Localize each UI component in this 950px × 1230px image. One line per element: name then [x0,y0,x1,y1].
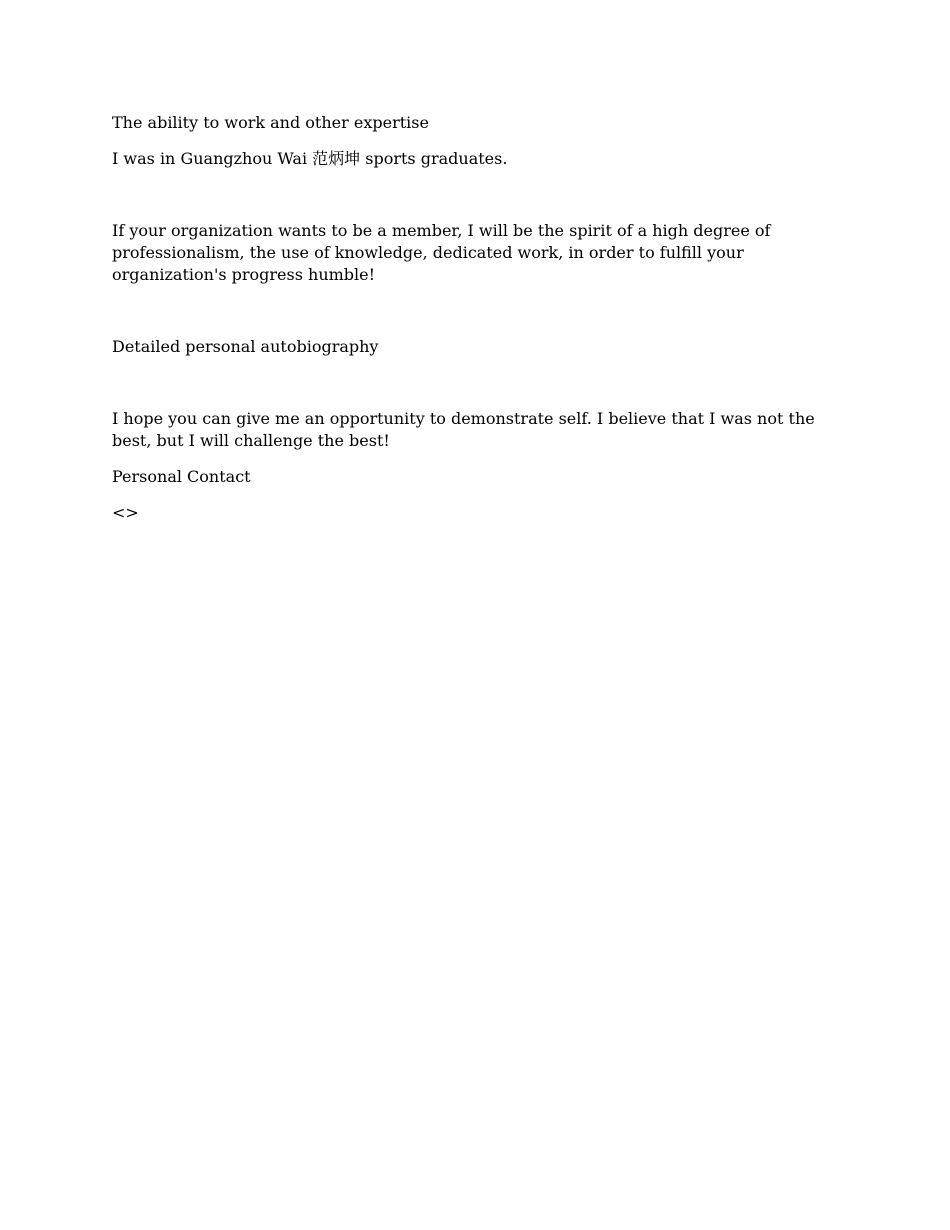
blank-line [112,184,840,206]
section-heading-autobiography: Detailed personal autobiography [112,337,379,356]
paragraph-organization: If your organization wants to be a member, I will be the spirit of a high degree of professionalism, the use of knowledge, dedicated work, in order to fulfill your organization's progress humble! [112,221,771,284]
document-body [112,112,840,538]
contact-placeholder: <> [112,503,139,522]
section-heading-contact: Personal Contact [112,467,251,486]
section-heading-abilities: The ability to work and other expertise [112,113,429,132]
paragraph-education: I was in Guangzhou Wai 范炳坤 sports graduates. [112,149,508,168]
blank-line [112,300,840,322]
blank-line [112,372,840,394]
paragraph-opportunity: I hope you can give me an opportunity to demonstrate self. I believe that I was not the best, but I will challenge the best! [112,409,815,450]
